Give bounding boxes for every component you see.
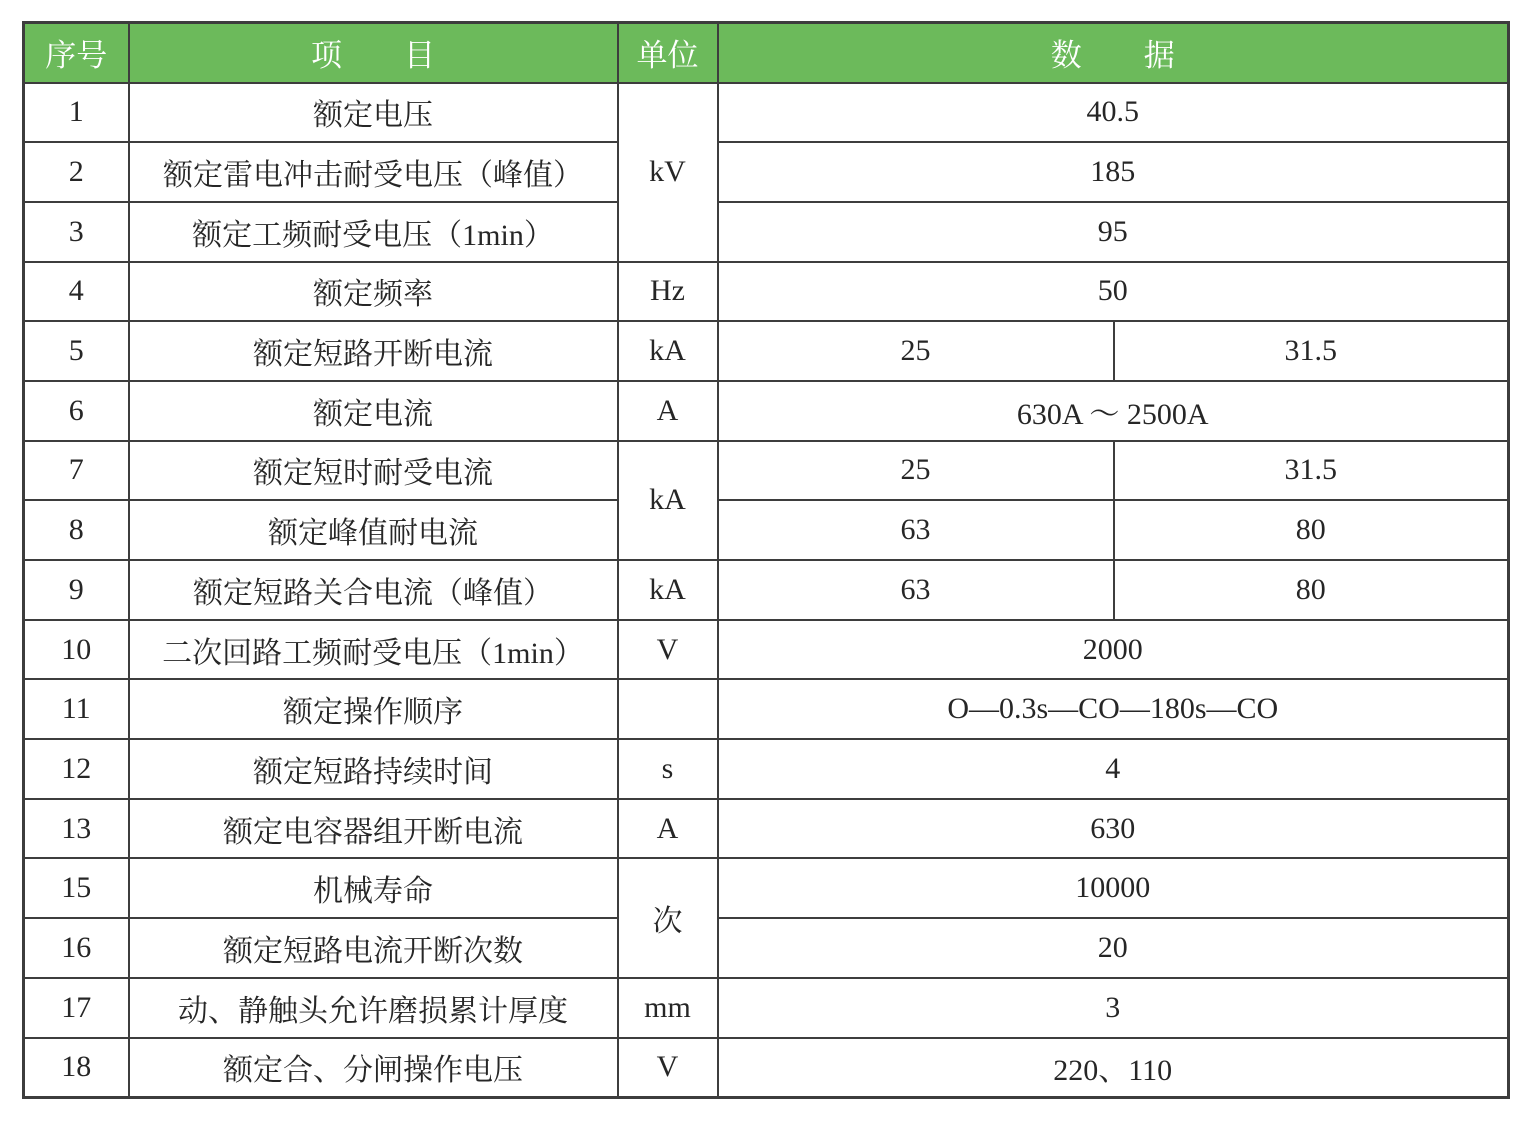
item-cell: 额定合、分闸操作电压 <box>129 1038 618 1098</box>
row-number-cell: 9 <box>24 560 129 620</box>
data-cell: 220、110 <box>718 1038 1509 1098</box>
spec-table-container <box>22 21 1510 1099</box>
unit-cell: kA <box>618 441 718 560</box>
item-cell: 机械寿命 <box>129 858 618 918</box>
data-cell-right: 31.5 <box>1114 321 1509 381</box>
data-cell: 2000 <box>718 620 1509 680</box>
data-cell-left: 25 <box>718 441 1114 501</box>
table-row <box>24 381 1509 441</box>
row-number-cell: 8 <box>24 500 129 560</box>
unit-cell: kA <box>618 321 718 381</box>
table-row <box>24 500 1509 560</box>
table-row <box>24 142 1509 202</box>
item-cell: 额定雷电冲击耐受电压（峰值） <box>129 142 618 202</box>
item-cell: 额定峰值耐电流 <box>129 500 618 560</box>
table-row <box>24 83 1509 143</box>
data-cell: 95 <box>718 202 1509 262</box>
data-cell-right: 80 <box>1114 560 1509 620</box>
item-cell: 动、静触头允许磨损累计厚度 <box>129 978 618 1038</box>
item-cell: 额定短路关合电流（峰值） <box>129 560 618 620</box>
item-cell: 额定操作顺序 <box>129 679 618 739</box>
unit-cell <box>618 679 718 739</box>
data-cell-right: 80 <box>1114 500 1509 560</box>
spec-table <box>22 21 1510 1099</box>
unit-cell: kA <box>618 560 718 620</box>
row-number-cell: 12 <box>24 739 129 799</box>
table-row <box>24 262 1509 322</box>
row-number-cell: 2 <box>24 142 129 202</box>
unit-cell: s <box>618 739 718 799</box>
table-row <box>24 679 1509 739</box>
item-cell: 额定频率 <box>129 262 618 322</box>
row-number-cell: 13 <box>24 799 129 859</box>
table-row <box>24 1038 1509 1098</box>
item-cell: 额定电容器组开断电流 <box>129 799 618 859</box>
row-number-cell: 6 <box>24 381 129 441</box>
unit-cell: A <box>618 381 718 441</box>
data-cell: 4 <box>718 739 1509 799</box>
header-cell-data: 数 据 <box>718 23 1509 83</box>
table-row <box>24 918 1509 978</box>
row-number-cell: 17 <box>24 978 129 1038</box>
data-cell: 185 <box>718 142 1509 202</box>
data-cell-left: 63 <box>718 500 1114 560</box>
header-cell-no: 序号 <box>24 23 129 83</box>
data-cell: 40.5 <box>718 83 1509 143</box>
data-cell: 630 <box>718 799 1509 859</box>
row-number-cell: 18 <box>24 1038 129 1098</box>
item-cell: 额定短路持续时间 <box>129 739 618 799</box>
data-cell-left: 25 <box>718 321 1114 381</box>
data-cell: 20 <box>718 918 1509 978</box>
table-row <box>24 620 1509 680</box>
table-row <box>24 799 1509 859</box>
item-cell: 额定短路电流开断次数 <box>129 918 618 978</box>
row-number-cell: 4 <box>24 262 129 322</box>
unit-cell: V <box>618 1038 718 1098</box>
item-cell: 额定短路开断电流 <box>129 321 618 381</box>
row-number-cell: 10 <box>24 620 129 680</box>
table-row <box>24 858 1509 918</box>
item-cell: 二次回路工频耐受电压（1min） <box>129 620 618 680</box>
item-cell: 额定短时耐受电流 <box>129 441 618 501</box>
header-cell-unit: 单位 <box>618 23 718 83</box>
data-cell-right: 31.5 <box>1114 441 1509 501</box>
data-cell: 3 <box>718 978 1509 1038</box>
unit-cell: mm <box>618 978 718 1038</box>
row-number-cell: 7 <box>24 441 129 501</box>
table-row <box>24 441 1509 501</box>
row-number-cell: 1 <box>24 83 129 143</box>
row-number-cell: 5 <box>24 321 129 381</box>
table-row <box>24 321 1509 381</box>
data-cell: 50 <box>718 262 1509 322</box>
table-row <box>24 202 1509 262</box>
header-row <box>24 23 1509 83</box>
table-row <box>24 978 1509 1038</box>
header-cell-item: 项 目 <box>129 23 618 83</box>
row-number-cell: 16 <box>24 918 129 978</box>
item-cell: 额定电压 <box>129 83 618 143</box>
item-cell: 额定工频耐受电压（1min） <box>129 202 618 262</box>
table-row <box>24 739 1509 799</box>
unit-cell: 次 <box>618 858 718 977</box>
data-cell: 10000 <box>718 858 1509 918</box>
table-row <box>24 560 1509 620</box>
row-number-cell: 3 <box>24 202 129 262</box>
unit-cell: kV <box>618 83 718 262</box>
data-cell: 630A ～ 2500A <box>718 381 1509 441</box>
unit-cell: V <box>618 620 718 680</box>
row-number-cell: 15 <box>24 858 129 918</box>
unit-cell: Hz <box>618 262 718 322</box>
unit-cell: A <box>618 799 718 859</box>
data-cell: O—0.3s—CO—180s—CO <box>718 679 1509 739</box>
item-cell: 额定电流 <box>129 381 618 441</box>
row-number-cell: 11 <box>24 679 129 739</box>
data-cell-left: 63 <box>718 560 1114 620</box>
